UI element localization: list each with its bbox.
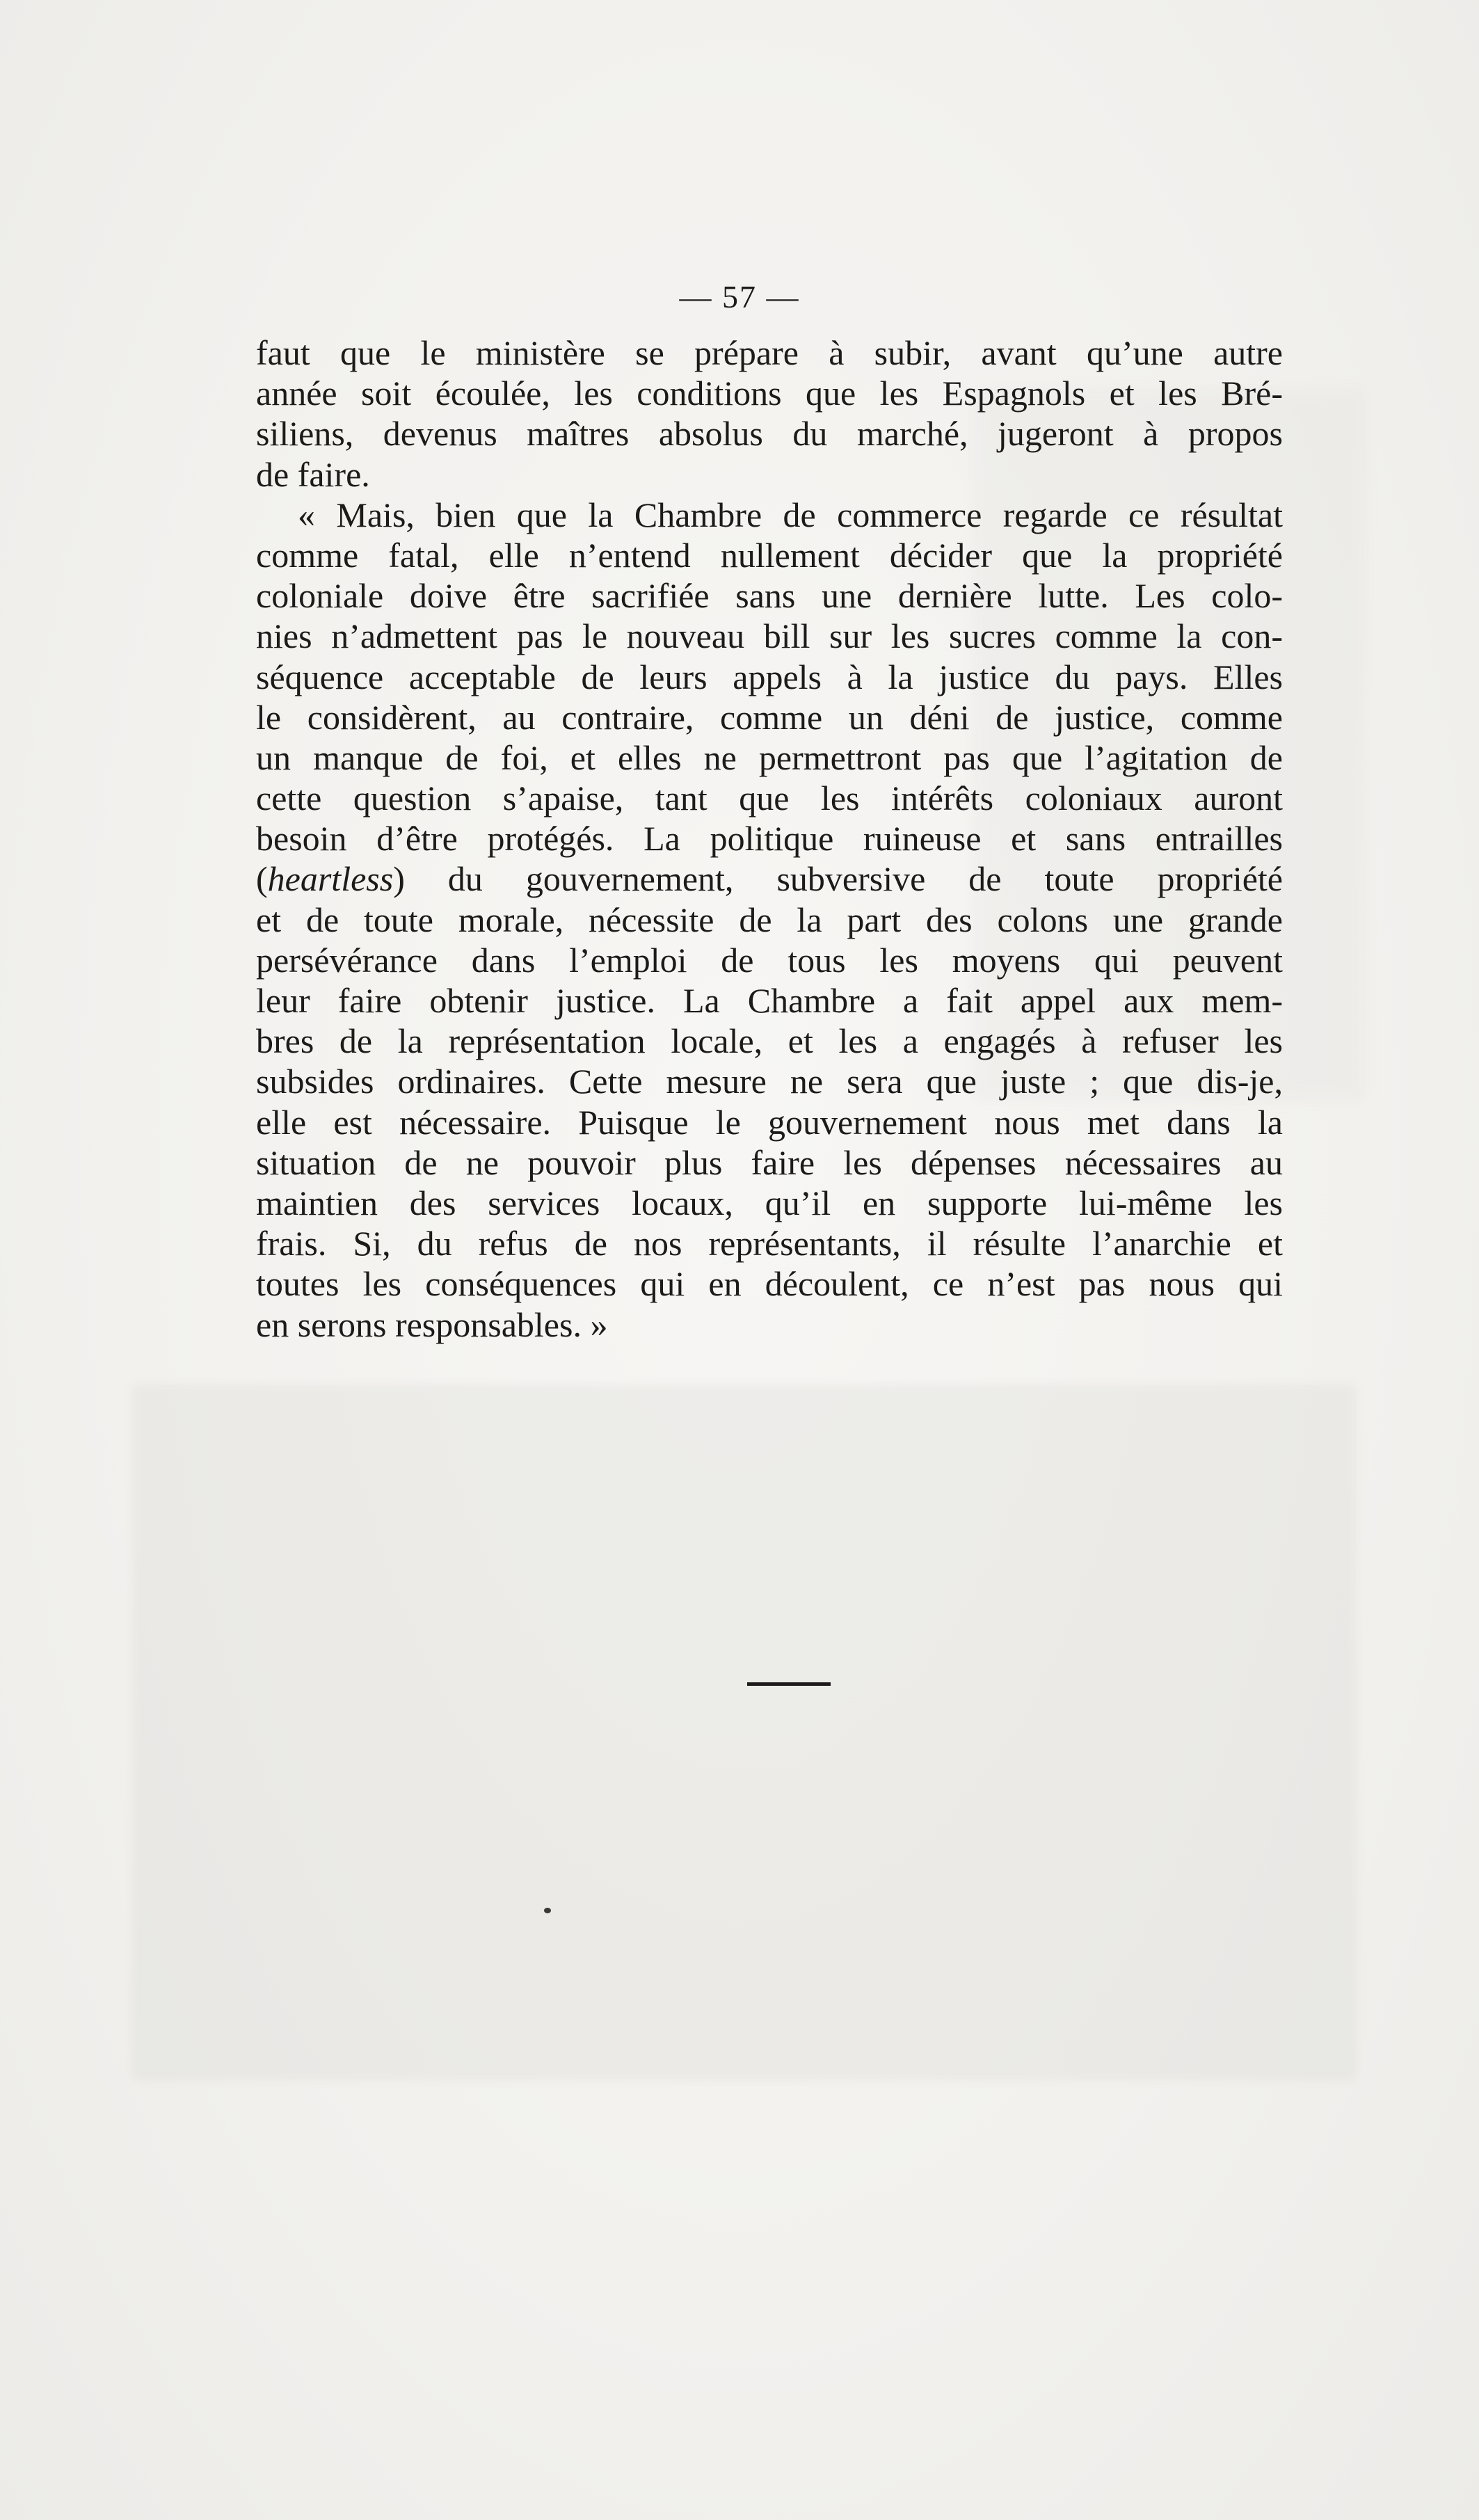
text-line: elle est nécessaire. Puisque le gouvernement nous met dans la — [256, 1102, 1283, 1142]
text-line: leur faire obtenir justice. La Chambre a fait appel aux mem- — [256, 981, 1283, 1020]
text-line: comme fatal, elle n’entend nullement décider que la propriété — [256, 535, 1283, 575]
text-line: frais. Si, du refus de nos représentants, il résulte l’anarchie et — [256, 1224, 1283, 1263]
text-line: en serons responsables. » — [256, 1305, 608, 1344]
text-line: nies n’admettent pas le nouveau bill sur les sucres comme la con- — [256, 616, 1283, 656]
text-line: bres de la représentation locale, et les a engagés à refuser les — [256, 1021, 1283, 1061]
text-line: (heartless) du gouvernement, subversive de toute propriété — [256, 859, 1283, 899]
text-line: faut que le ministère se prépare à subir, avant qu’une autre — [256, 333, 1283, 372]
section-rule — [747, 1682, 831, 1686]
text-line: et de toute morale, nécessite de la part des colons une grande — [256, 900, 1283, 939]
text-line: besoin d’être protégés. La politique ruineuse et sans entrailles — [256, 819, 1283, 859]
text-line: « Mais, bien que la Chambre de commerce regarde ce résultat — [298, 495, 1283, 534]
ink-speck — [544, 1908, 551, 1913]
body-text — [256, 333, 1283, 1345]
text-line: siliens, devenus maîtres absolus du marché, jugeront à propos — [256, 414, 1283, 454]
text-line: persévérance dans l’emploi de tous les moyens qui peuvent — [256, 940, 1283, 980]
text-line: année soit écoulée, les conditions que les Espagnols et les Bré- — [256, 374, 1283, 413]
text-line: subsides ordinaires. Cette mesure ne sera que juste ; que dis-je, — [256, 1062, 1283, 1101]
italic-word: heartless — [267, 859, 394, 899]
text-line: cette question s’apaise, tant que les intérêts coloniaux auront — [256, 779, 1283, 818]
text-line: séquence acceptable de leurs appels à la justice du pays. Elles — [256, 657, 1283, 696]
text-line: toutes les conséquences qui en découlent, ce n’est pas nous qui — [256, 1264, 1283, 1304]
text-line: situation de ne pouvoir plus faire les dépenses nécessaires au — [256, 1142, 1283, 1182]
page-number-header: — 57 — — [679, 279, 800, 314]
text-line: un manque de foi, et elles ne permettront pas que l’agitation de — [256, 737, 1283, 777]
text-line: coloniale doive être sacrifiée sans une dernière lutte. Les colo- — [256, 576, 1283, 616]
bleed-through-lower — [132, 1385, 1357, 2080]
text-line: le considèrent, au contraire, comme un déni de justice, comme — [256, 697, 1283, 737]
text-line: maintien des services locaux, qu’il en supporte lui-même les — [256, 1183, 1283, 1222]
text-line: de faire. — [256, 454, 370, 494]
